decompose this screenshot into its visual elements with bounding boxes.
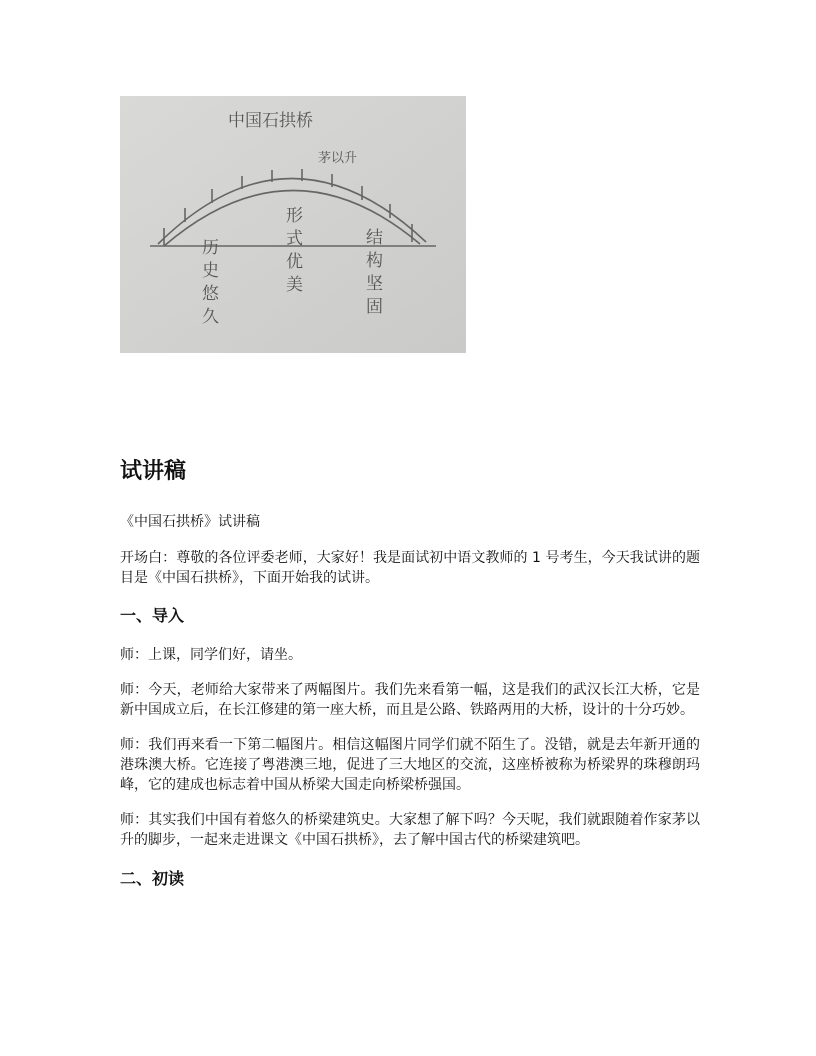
sketch-label-middle: 形式优美 [282, 206, 302, 298]
section-1-heading: 一、导入 [120, 606, 185, 625]
sketch-title: 中国石拱桥 [228, 111, 313, 131]
document-body [120, 456, 700, 891]
section-2-heading: 二、初读 [120, 869, 185, 888]
paragraph-1: 师：上课，同学们好，请坐。 [120, 647, 302, 663]
bridge-sketch-photo [120, 96, 466, 353]
opening-paragraph: 开场白：尊敬的各位评委老师，大家好！我是面试初中语文教师的 1 号考生，今天我试讲的题目是《中国石拱桥》，下面开始我的试讲。 [120, 550, 700, 586]
paragraph-3: 师：我们再来看一下第二幅图片。相信这幅图片同学们就不陌生了。没错，就是去年新开通的港珠澳大桥。它连接了粤港澳三地，促进了三大地区的交流，这座桥被称为桥梁界的珠穆朗玛峰，它的建成也标志着中国从桥梁大国走向桥梁桥强国。 [120, 737, 700, 793]
paragraph-2: 师：今天，老师给大家带来了两幅图片。我们先来看第一幅，这是我们的武汉长江大桥，它是新中国成立后，在长江修建的第一座大桥，而且是公路、铁路两用的大桥，设计的十分巧妙。 [120, 682, 700, 718]
doc-title: 试讲稿 [120, 459, 187, 484]
paragraph-4: 师：其实我们中国有着悠久的桥梁建筑史。大家想了解下吗？今天呢，我们就跟随着作家茅以升的脚步，一起来走进课文《中国石拱桥》，去了解中国古代的桥梁建筑吧。 [120, 812, 700, 848]
sketch-label-left: 历史悠久 [198, 238, 218, 330]
sketch-label-right: 结构坚固 [362, 228, 382, 320]
doc-subtitle: 《中国石拱桥》试讲稿 [120, 514, 260, 530]
sketch-author: 茅以升 [318, 151, 358, 166]
